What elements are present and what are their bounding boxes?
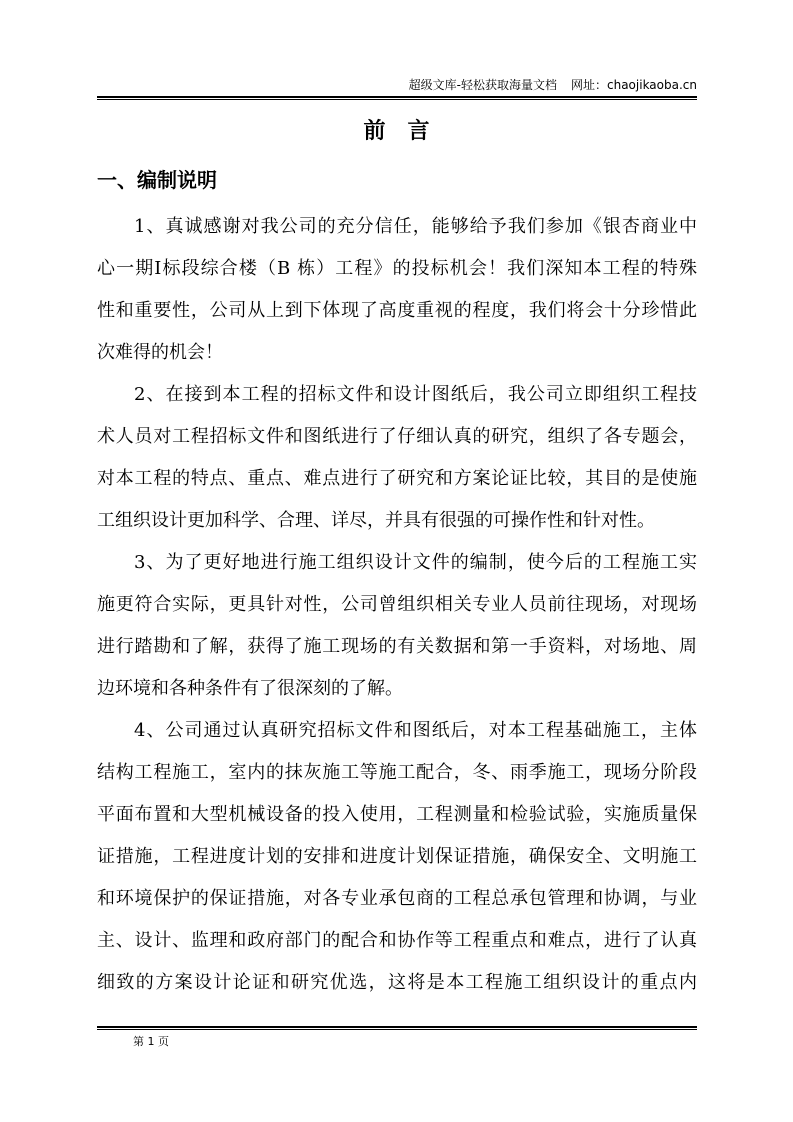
header-rule	[97, 96, 697, 100]
header-site: 超级文库-轻松获取海量文档	[408, 78, 557, 92]
page-header	[97, 76, 697, 93]
text-line: 主、设计、监理和政府部门的配合和协作等工程重点和难点，进行了认真	[97, 930, 697, 951]
text-line: 细致的方案设计论证和研究优选，这将是本工程施工组织设计的重点内	[97, 972, 697, 993]
text-line: 施更符合实际，更具针对性，公司曾组织相关专业人员前往现场，对现场	[97, 594, 697, 615]
text-line: 2、在接到本工程的招标文件和设计图纸后，我公司立即组织工程技	[134, 384, 697, 405]
text-line: 3、为了更好地进行施工组织设计文件的编制，使今后的工程施工实	[134, 552, 697, 573]
footer-rule	[97, 1026, 697, 1030]
paragraph	[97, 544, 697, 712]
text-line: 术人员对工程招标文件和图纸进行了仔细认真的研究，组织了各专题会，	[97, 426, 697, 447]
text-line: 对本工程的特点、重点、难点进行了研究和方案论证比较，其目的是使施	[97, 468, 697, 489]
text-line: 进行踏勘和了解，获得了施工现场的有关数据和第一手资料，对场地、周	[97, 636, 697, 657]
text-line: 次难得的机会！	[97, 342, 223, 363]
text-line: 和环境保护的保证措施，对各专业承包商的工程总承包管理和协调，与业	[97, 888, 697, 909]
text-line: 4、公司通过认真研究招标文件和图纸后，对本工程基础施工，主体	[134, 720, 697, 741]
text-line: 工组织设计更加科学、合理、详尽，并具有很强的可操作性和针对性。	[97, 510, 655, 531]
paragraph	[97, 376, 697, 544]
text-line: 心一期Ⅰ标段综合楼（B 栋）工程》的投标机会！我们深知本工程的特殊	[97, 258, 697, 279]
text-line: 1、真诚感谢对我公司的充分信任，能够给予我们参加《银杏商业中	[134, 216, 697, 237]
text-line: 性和重要性，公司从上到下体现了高度重视的程度，我们将会十分珍惜此	[97, 300, 697, 321]
body-text	[97, 208, 697, 1006]
paragraph	[97, 208, 697, 376]
text-line: 证措施，工程进度计划的安排和进度计划保证措施，确保安全、文明施工	[97, 846, 697, 867]
page-number: 第 1 页	[133, 1035, 169, 1048]
text-line: 结构工程施工，室内的抹灰施工等施工配合，冬、雨季施工，现场分阶段	[97, 762, 697, 783]
header-url: 网址：chaojikaoba.cn	[571, 78, 697, 92]
text-line: 平面布置和大型机械设备的投入使用，工程测量和检验试验，实施质量保	[97, 804, 697, 825]
section-heading: 一、编制说明	[97, 168, 217, 192]
text-line: 边环境和各种条件有了很深刻的了解。	[97, 678, 403, 699]
page-title: 前言	[363, 118, 452, 144]
paragraph	[97, 712, 697, 1006]
